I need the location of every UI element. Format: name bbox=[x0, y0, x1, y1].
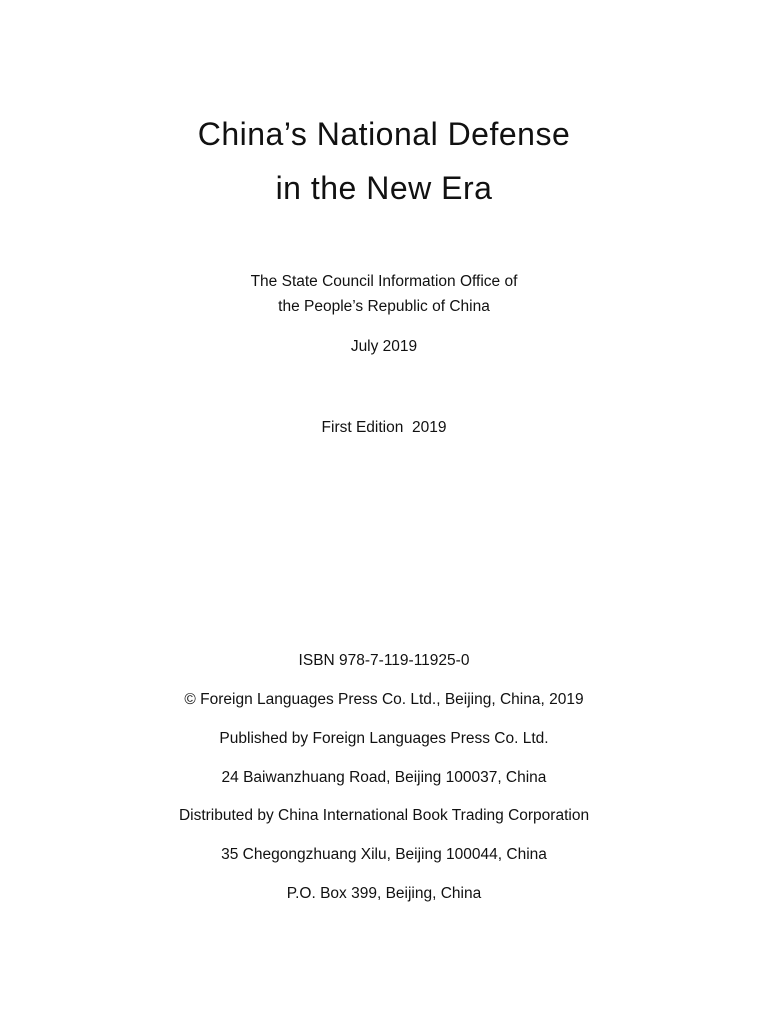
isbn-text: ISBN 978-7-119-11925-0 bbox=[298, 652, 470, 669]
publication-date: July 2019 bbox=[350, 338, 418, 355]
document-title-line-1: China’s National Defense bbox=[197, 116, 571, 152]
publisher-address-text: 24 Baiwanzhuang Road, Beijing 100037, China bbox=[221, 769, 547, 786]
distributed-by-text: Distributed by China International Book Trading Corporation bbox=[178, 807, 590, 824]
issuing-authority-line-1: The State Council Information Office of bbox=[250, 273, 518, 290]
published-by-text: Published by Foreign Languages Press Co. Ltd. bbox=[219, 730, 549, 747]
po-box-text: P.O. Box 399, Beijing, China bbox=[286, 885, 482, 902]
copyright-text: © Foreign Languages Press Co. Ltd., Beijing, China, 2019 bbox=[184, 691, 584, 708]
issuing-authority-line-2: the People’s Republic of China bbox=[278, 298, 490, 315]
distributor-address-text: 35 Chegongzhuang Xilu, Beijing 100044, China bbox=[221, 846, 547, 863]
edition-text: First Edition 2019 bbox=[321, 419, 447, 436]
document-title-line-2: in the New Era bbox=[275, 170, 493, 206]
